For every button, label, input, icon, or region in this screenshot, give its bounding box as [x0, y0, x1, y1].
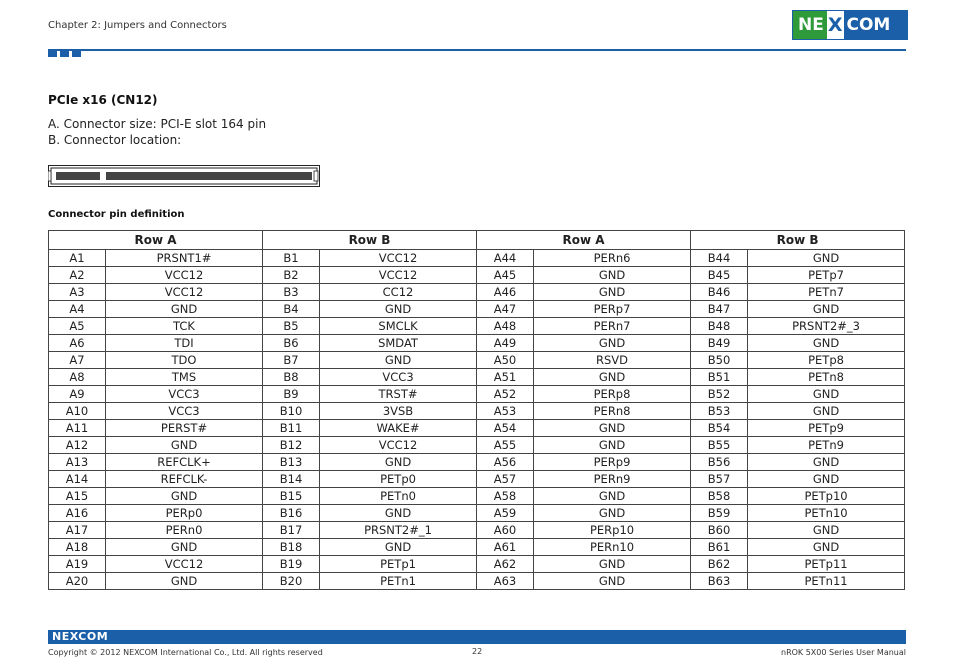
signal-name-cell: PERn6	[534, 250, 691, 267]
pin-number-cell: B56	[691, 454, 748, 471]
pin-number-cell: A13	[49, 454, 106, 471]
signal-name-cell: PETp0	[320, 471, 477, 488]
signal-name-cell: GND	[320, 352, 477, 369]
signal-name-cell: GND	[106, 437, 263, 454]
pin-number-cell: B12	[263, 437, 320, 454]
footer-bar	[48, 630, 906, 644]
pin-number-cell: A51	[477, 369, 534, 386]
pin-number-cell: A19	[49, 556, 106, 573]
pin-number-cell: A4	[49, 301, 106, 318]
signal-name-cell: GND	[320, 454, 477, 471]
signal-name-cell: PETp1	[320, 556, 477, 573]
pin-number-cell: A62	[477, 556, 534, 573]
signal-name-cell: GND	[320, 301, 477, 318]
signal-name-cell: VCC3	[106, 403, 263, 420]
footer-logo: NEXCOM	[52, 630, 109, 643]
signal-name-cell: TCK	[106, 318, 263, 335]
signal-name-cell: VCC3	[320, 369, 477, 386]
signal-name-cell: GND	[534, 369, 691, 386]
pin-number-cell: A11	[49, 420, 106, 437]
pin-number-cell: A46	[477, 284, 534, 301]
signal-name-cell: GND	[320, 539, 477, 556]
table-row	[49, 471, 905, 488]
pin-number-cell: B6	[263, 335, 320, 352]
pin-number-cell: A58	[477, 488, 534, 505]
table-row	[49, 352, 905, 369]
table-row	[49, 573, 905, 590]
signal-name-cell: GND	[534, 573, 691, 590]
signal-name-cell: WAKE#	[320, 420, 477, 437]
signal-name-cell: PRSNT2#_1	[320, 522, 477, 539]
signal-name-cell: TDI	[106, 335, 263, 352]
signal-name-cell: REFCLK+	[106, 454, 263, 471]
table-row	[49, 403, 905, 420]
table-header-row	[49, 231, 905, 250]
signal-name-cell: PETn9	[748, 437, 905, 454]
pin-number-cell: B48	[691, 318, 748, 335]
pin-number-cell: A57	[477, 471, 534, 488]
signal-name-cell: GND	[748, 250, 905, 267]
pin-number-cell: B52	[691, 386, 748, 403]
signal-name-cell: PERn0	[106, 522, 263, 539]
signal-name-cell: GND	[534, 335, 691, 352]
signal-name-cell: PETp11	[748, 556, 905, 573]
signal-name-cell: GND	[534, 267, 691, 284]
pin-number-cell: B5	[263, 318, 320, 335]
pin-number-cell: A2	[49, 267, 106, 284]
pin-number-cell: B19	[263, 556, 320, 573]
pin-definition-table	[48, 230, 905, 590]
header-row-a: Row A	[477, 231, 691, 250]
signal-name-cell: GND	[106, 539, 263, 556]
signal-name-cell: GND	[748, 522, 905, 539]
signal-name-cell: PETn10	[748, 505, 905, 522]
table-row	[49, 454, 905, 471]
signal-name-cell: PETp10	[748, 488, 905, 505]
signal-name-cell: PETp8	[748, 352, 905, 369]
pin-number-cell: B57	[691, 471, 748, 488]
table-row	[49, 318, 905, 335]
signal-name-cell: VCC3	[106, 386, 263, 403]
pin-number-cell: B54	[691, 420, 748, 437]
signal-name-cell: VCC12	[320, 267, 477, 284]
pin-number-cell: B10	[263, 403, 320, 420]
pin-number-cell: A56	[477, 454, 534, 471]
pin-number-cell: A17	[49, 522, 106, 539]
chapter-title: Chapter 2: Jumpers and Connectors	[48, 20, 227, 31]
signal-name-cell: PERp7	[534, 301, 691, 318]
pin-number-cell: B4	[263, 301, 320, 318]
table-row	[49, 556, 905, 573]
pin-number-cell: A48	[477, 318, 534, 335]
table-row	[49, 488, 905, 505]
pin-number-cell: A1	[49, 250, 106, 267]
pin-number-cell: B63	[691, 573, 748, 590]
signal-name-cell: VCC12	[106, 556, 263, 573]
signal-name-cell: GND	[748, 301, 905, 318]
signal-name-cell: TRST#	[320, 386, 477, 403]
pin-number-cell: A18	[49, 539, 106, 556]
signal-name-cell: GND	[534, 505, 691, 522]
pin-number-cell: B51	[691, 369, 748, 386]
signal-name-cell: PRSNT1#	[106, 250, 263, 267]
pin-number-cell: B60	[691, 522, 748, 539]
signal-name-cell: PERp0	[106, 505, 263, 522]
pin-number-cell: B15	[263, 488, 320, 505]
header-row-b: Row B	[263, 231, 477, 250]
signal-name-cell: RSVD	[534, 352, 691, 369]
pin-number-cell: B14	[263, 471, 320, 488]
logo-com: COM	[844, 11, 908, 39]
pin-number-cell: A15	[49, 488, 106, 505]
pin-number-cell: A60	[477, 522, 534, 539]
signal-name-cell: PERp10	[534, 522, 691, 539]
signal-name-cell: GND	[748, 335, 905, 352]
pin-number-cell: B46	[691, 284, 748, 301]
signal-name-cell: VCC12	[320, 250, 477, 267]
manual-title: nROK 5X00 Series User Manual	[781, 648, 906, 657]
pcie-slot-icon	[48, 165, 320, 187]
pin-number-cell: A50	[477, 352, 534, 369]
signal-name-cell: PETp7	[748, 267, 905, 284]
signal-name-cell: GND	[534, 284, 691, 301]
pin-number-cell: A53	[477, 403, 534, 420]
signal-name-cell: VCC12	[106, 284, 263, 301]
pin-number-cell: B53	[691, 403, 748, 420]
table-row	[49, 301, 905, 318]
pin-number-cell: B8	[263, 369, 320, 386]
pin-number-cell: A47	[477, 301, 534, 318]
signal-name-cell: PERn7	[534, 318, 691, 335]
signal-name-cell: GND	[320, 505, 477, 522]
signal-name-cell: PETp9	[748, 420, 905, 437]
pin-number-cell: B2	[263, 267, 320, 284]
signal-name-cell: GND	[106, 488, 263, 505]
pin-definition-title: Connector pin definition	[48, 209, 185, 220]
pin-number-cell: B3	[263, 284, 320, 301]
signal-name-cell: TDO	[106, 352, 263, 369]
signal-name-cell: VCC12	[320, 437, 477, 454]
table-row	[49, 420, 905, 437]
pin-number-cell: B50	[691, 352, 748, 369]
table-row	[49, 250, 905, 267]
table-row	[49, 539, 905, 556]
signal-name-cell: PERn9	[534, 471, 691, 488]
signal-name-cell: GND	[748, 454, 905, 471]
signal-name-cell: SMDAT	[320, 335, 477, 352]
table-row	[49, 386, 905, 403]
signal-name-cell: PERn8	[534, 403, 691, 420]
logo-ne: NE	[793, 11, 827, 39]
pin-number-cell: A55	[477, 437, 534, 454]
pin-number-cell: B55	[691, 437, 748, 454]
pin-number-cell: B11	[263, 420, 320, 437]
pin-number-cell: A20	[49, 573, 106, 590]
signal-name-cell: PETn1	[320, 573, 477, 590]
pin-number-cell: B13	[263, 454, 320, 471]
pin-number-cell: A8	[49, 369, 106, 386]
pin-number-cell: A54	[477, 420, 534, 437]
signal-name-cell: VCC12	[106, 267, 263, 284]
signal-name-cell: PERST#	[106, 420, 263, 437]
pin-number-cell: A45	[477, 267, 534, 284]
signal-name-cell: GND	[748, 539, 905, 556]
section-title: PCIe x16 (CN12)	[48, 93, 158, 107]
nexcom-logo	[792, 10, 908, 40]
signal-name-cell: GND	[534, 437, 691, 454]
header-divider	[48, 49, 906, 51]
pin-number-cell: B47	[691, 301, 748, 318]
copyright-text: Copyright © 2012 NEXCOM International Co., Ltd. All rights reserved	[48, 648, 323, 657]
signal-name-cell: GND	[106, 573, 263, 590]
table-row	[49, 437, 905, 454]
pin-number-cell: A63	[477, 573, 534, 590]
pin-number-cell: B9	[263, 386, 320, 403]
pin-number-cell: A6	[49, 335, 106, 352]
header-squares-icon	[48, 50, 81, 57]
signal-name-cell: 3VSB	[320, 403, 477, 420]
pin-number-cell: A49	[477, 335, 534, 352]
table-row	[49, 267, 905, 284]
pin-number-cell: B16	[263, 505, 320, 522]
signal-name-cell: PETn0	[320, 488, 477, 505]
logo-x: X	[827, 11, 844, 39]
pin-number-cell: B45	[691, 267, 748, 284]
signal-name-cell: REFCLK-	[106, 471, 263, 488]
pin-number-cell: A61	[477, 539, 534, 556]
pin-number-cell: A5	[49, 318, 106, 335]
pin-number-cell: A14	[49, 471, 106, 488]
pin-number-cell: B59	[691, 505, 748, 522]
table-row	[49, 335, 905, 352]
pin-number-cell: A3	[49, 284, 106, 301]
signal-name-cell: PERp8	[534, 386, 691, 403]
pin-number-cell: B49	[691, 335, 748, 352]
signal-name-cell: GND	[748, 471, 905, 488]
signal-name-cell: PERn10	[534, 539, 691, 556]
pin-number-cell: B18	[263, 539, 320, 556]
pin-number-cell: A59	[477, 505, 534, 522]
pin-number-cell: A12	[49, 437, 106, 454]
header-row-b: Row B	[691, 231, 905, 250]
pin-number-cell: B44	[691, 250, 748, 267]
signal-name-cell: GND	[534, 556, 691, 573]
signal-name-cell: GND	[106, 301, 263, 318]
pin-number-cell: B61	[691, 539, 748, 556]
signal-name-cell: SMCLK	[320, 318, 477, 335]
signal-name-cell: PERp9	[534, 454, 691, 471]
signal-name-cell: PETn8	[748, 369, 905, 386]
pin-number-cell: B62	[691, 556, 748, 573]
pin-number-cell: A9	[49, 386, 106, 403]
signal-name-cell: PETn7	[748, 284, 905, 301]
pin-number-cell: B7	[263, 352, 320, 369]
page-number: 22	[472, 647, 483, 656]
header-row-a: Row A	[49, 231, 263, 250]
signal-name-cell: TMS	[106, 369, 263, 386]
signal-name-cell: PRSNT2#_3	[748, 318, 905, 335]
table-row	[49, 522, 905, 539]
connector-location-line: B. Connector location:	[48, 133, 182, 147]
signal-name-cell: GND	[534, 488, 691, 505]
connector-size-line: A. Connector size: PCI-E slot 164 pin	[48, 117, 267, 131]
table-row	[49, 284, 905, 301]
signal-name-cell: PETn11	[748, 573, 905, 590]
signal-name-cell: GND	[748, 386, 905, 403]
table-row	[49, 369, 905, 386]
pin-number-cell: A52	[477, 386, 534, 403]
pin-number-cell: A10	[49, 403, 106, 420]
pin-number-cell: B1	[263, 250, 320, 267]
signal-name-cell: GND	[748, 403, 905, 420]
signal-name-cell: CC12	[320, 284, 477, 301]
pin-number-cell: B58	[691, 488, 748, 505]
signal-name-cell: GND	[534, 420, 691, 437]
pin-number-cell: B17	[263, 522, 320, 539]
pin-number-cell: A16	[49, 505, 106, 522]
table-row	[49, 505, 905, 522]
pin-number-cell: A44	[477, 250, 534, 267]
pin-number-cell: A7	[49, 352, 106, 369]
pin-number-cell: B20	[263, 573, 320, 590]
